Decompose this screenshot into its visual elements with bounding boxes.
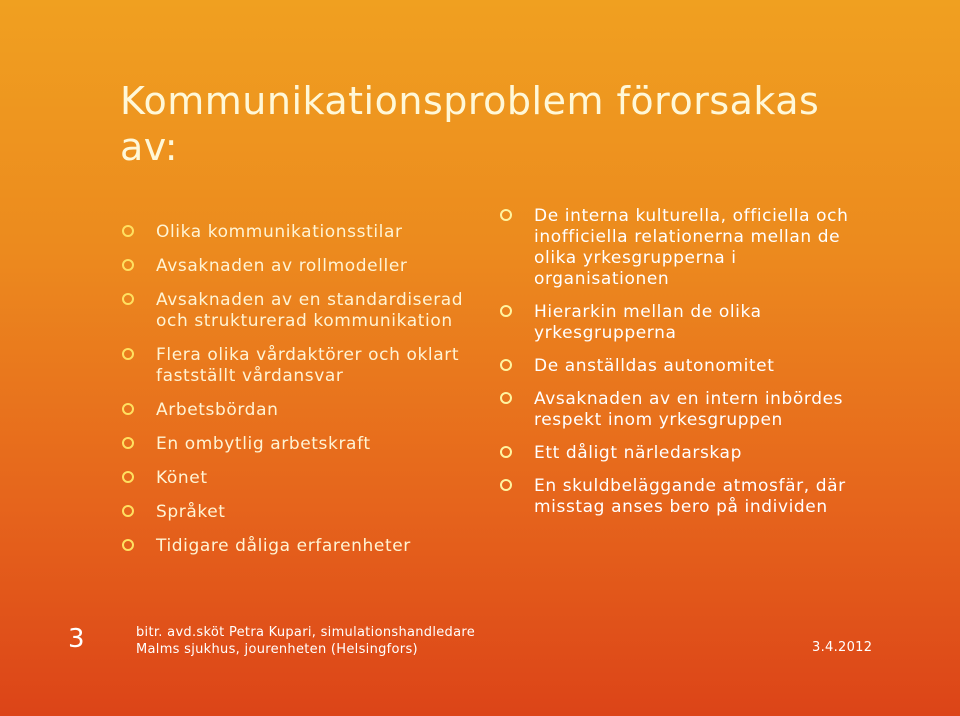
bullet-icon [500, 392, 512, 404]
list-item-text: Avsaknaden av en intern inbördes respekt inom yrkesgruppen [534, 389, 844, 430]
list-item-text: En ombytlig arbetskraft [156, 434, 371, 454]
bullet-icon [122, 293, 134, 305]
slide-title: Kommunikationsproblem förorsakas av: [120, 79, 820, 169]
left-bullet-list [122, 222, 472, 570]
bullet-icon [500, 479, 512, 491]
list-item [122, 502, 472, 523]
list-item [122, 400, 472, 421]
list-item [122, 536, 472, 557]
list-item-text: Arbetsbördan [156, 400, 279, 420]
list-item-text: Tidigare dåliga erfarenheter [156, 536, 411, 556]
bullet-icon [500, 359, 512, 371]
list-item [122, 468, 472, 489]
bullet-icon [122, 259, 134, 271]
credit-line: Malms sjukhus, jourenheten (Helsingfors) [136, 642, 418, 657]
list-item-text: Olika kommunikationsstilar [156, 222, 403, 242]
list-item [500, 389, 860, 431]
bullet-icon [500, 209, 512, 221]
list-item [122, 345, 472, 387]
list-item-text: Könet [156, 468, 208, 488]
bullet-icon [500, 305, 512, 317]
list-item-text: Flera olika vårdaktörer och oklart fastställt vårdansvar [156, 345, 460, 386]
credit-line: bitr. avd.sköt Petra Kupari, simulationshandledare [136, 625, 476, 640]
list-item [500, 302, 860, 344]
bullet-icon [122, 403, 134, 415]
bullet-icon [500, 446, 512, 458]
list-item [122, 434, 472, 455]
list-item [500, 206, 860, 290]
list-item-text: Språket [156, 502, 226, 522]
list-item-text: De anställdas autonomitet [534, 356, 775, 376]
slide-number: 3 [68, 624, 85, 654]
right-bullet-list [500, 206, 860, 530]
footer-date: 3.4.2012 [812, 640, 873, 655]
bullet-icon [122, 348, 134, 360]
list-item [500, 356, 860, 377]
list-item-text: Ett dåligt närledarskap [534, 443, 742, 463]
bullet-icon [122, 437, 134, 449]
list-item [122, 222, 472, 243]
list-item-text: Hierarkin mellan de olika yrkesgrupperna [534, 302, 762, 343]
list-item [122, 290, 472, 332]
bullet-icon [122, 471, 134, 483]
list-item-text: En skuldbeläggande atmosfär, där misstag anses bero på individen [534, 476, 846, 517]
footer-credit [136, 624, 475, 658]
list-item-text: Avsaknaden av en standardiserad och strukturerad kommunikation [156, 290, 464, 331]
list-item [500, 476, 860, 518]
list-item [122, 256, 472, 277]
list-item-text: Avsaknaden av rollmodeller [156, 256, 408, 276]
list-item-text: De interna kulturella, officiella och inofficiella relationerna mellan de olika yrkesgrupperna i organisationen [534, 206, 849, 289]
bullet-icon [122, 505, 134, 517]
bullet-icon [122, 539, 134, 551]
list-item [500, 443, 860, 464]
bullet-icon [122, 225, 134, 237]
